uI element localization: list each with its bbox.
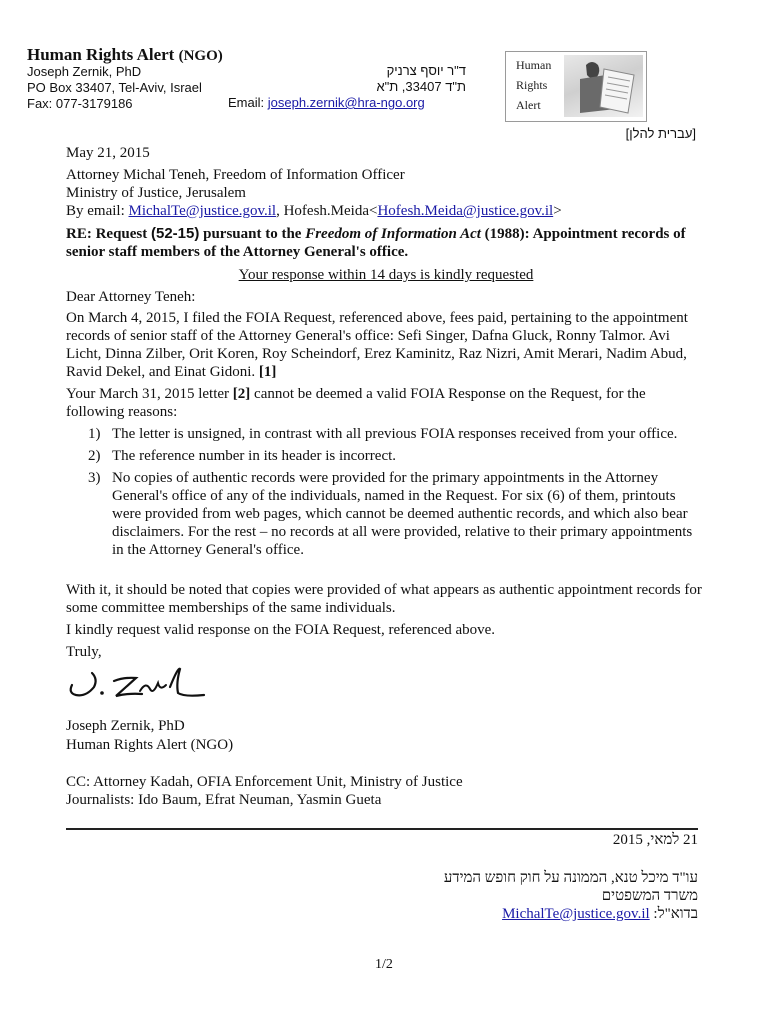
hebrew-below-note: [עברית להלן] (625, 126, 696, 141)
salutation: Dear Attorney Teneh: (66, 289, 196, 305)
reference-1: [1] (258, 364, 277, 380)
header-person: Joseph Zernik, PhD (27, 64, 142, 79)
signature-org: Human Rights Alert (NGO) (66, 737, 234, 753)
letter-date: May 21, 2015 (66, 145, 150, 161)
re-rest: Appointment records of senior staff members of the Attorney General's office. (66, 226, 686, 260)
paragraph-2-start: Your March 31, 2015 letter (66, 386, 233, 402)
paragraph-4: I kindly request valid response on the FOIA Request, referenced above. (66, 622, 496, 638)
paragraph-1-text: On March 4, 2015, I filed the FOIA Request, referenced above, fees paid, pertaining to the appointment records of senior staff of the Attorney General's office: Sefi Singer, Dafna Gluck, Ronny Talmor. Avi Licht, Dinna Zilber, Orit Koren, Roy Scheindorf, Erez Kaminitz, Raz Nizri, Amit Merari, Nadim Abud, Ravid Dekel, and Einat Gidoni. (66, 310, 688, 380)
email-link-hofesh[interactable]: Hofesh.Meida@justice.gov.il (377, 203, 554, 219)
paragraph-2 (66, 385, 706, 421)
reasons-list (66, 425, 698, 563)
list-item (66, 469, 698, 559)
hebrew-org: משרד המשפטים (601, 888, 698, 904)
journalists-line: Journalists: Ido Baum, Efrat Neuman, Yasmin Gueta (66, 792, 382, 808)
list-item (66, 447, 698, 465)
hebrew-recipient: עו"ד מיכל טנא, הממונה על חוק חופש המידע (443, 870, 698, 886)
logo-figure-image (564, 55, 643, 117)
by-email-label: By email: (66, 203, 129, 219)
email-2-suffix: > (553, 203, 562, 219)
list-item-text: The reference number in its header is incorrect. (112, 448, 397, 464)
re-subject (66, 225, 706, 261)
header-email-label: Email: (228, 95, 268, 110)
header-hebrew-address: ת"ד 33407, ת"א (376, 79, 466, 94)
hebrew-email-line (330, 905, 698, 923)
email-link-michalte[interactable]: MichalTe@justice.gov.il (128, 203, 277, 219)
handwritten-signature (66, 663, 211, 705)
header-email-link[interactable]: joseph.zernik@hra-ngo.org (267, 95, 425, 110)
list-item-number: 2) (88, 448, 101, 464)
recipient-name: Attorney Michal Teneh, Freedom of Information Officer (66, 167, 405, 183)
hebrew-email-label: בדוא"ל: (649, 906, 698, 922)
logo-word-2: Rights (516, 78, 548, 92)
recipient-org: Ministry of Justice, Jerusalem (66, 185, 246, 201)
list-item-number: 3) (88, 470, 101, 486)
paragraph-2-rest: cannot be deemed a valid FOIA Response on the Request, for the following reasons: (66, 386, 646, 420)
re-act-title: Freedom of Information Act (305, 226, 481, 242)
re-prefix: RE: Request (66, 226, 151, 242)
org-suffix: (NGO) (178, 48, 223, 64)
header-hebrew-name: ד"ר יוסף צרניק (386, 63, 466, 78)
closing: Truly, (66, 644, 102, 660)
org-title (27, 45, 223, 65)
hebrew-email-link[interactable]: MichalTe@justice.gov.il (502, 906, 650, 922)
by-email-line (66, 202, 706, 220)
list-item-text: No copies of authentic records were provided for the primary appointments in the Attorney General's office of any of the individuals, named in the Request. For six (6) of them, printouts were provided from web pages, which cannot be deemed authentic records, and which also bear disclaimers. For the rest – no records at all were provided, relative to their primary appointments in the Attorney General's office. (112, 470, 693, 558)
signature-name: Joseph Zernik, PhD (66, 718, 185, 734)
logo-word-3: Alert (516, 98, 541, 112)
list-item (66, 425, 698, 443)
list-item-text: The letter is unsigned, in contrast with all previous FOIA responses received from your office. (112, 426, 678, 442)
re-mid: pursuant to the (199, 226, 306, 242)
page-number: 1/2 (375, 957, 393, 972)
paragraph-3: With it, it should be noted that copies were provided of what appears as authentic appointment records for some committee memberships of the same individuals. (66, 582, 702, 616)
cc-line: CC: Attorney Kadah, OFIA Enforcement Unit, Ministry of Justice (66, 774, 463, 790)
re-number: (52-15) (151, 225, 200, 242)
logo-word-1: Human (516, 58, 552, 72)
header-email-line (228, 95, 425, 110)
paragraph-1 (66, 309, 706, 381)
header-fax: Fax: 077-3179186 (27, 96, 133, 111)
reference-2: [2] (232, 386, 251, 402)
org-name: Human Rights Alert (27, 45, 175, 64)
list-item-number: 1) (88, 426, 101, 442)
hebrew-date: 21 למאי, 2015 (612, 832, 698, 848)
re-year: (1988): (480, 226, 533, 242)
email-2-prefix: , Hofesh.Meida< (276, 203, 378, 219)
response-request: Your response within 14 days is kindly requested (238, 267, 534, 283)
section-divider (66, 828, 698, 830)
org-logo (505, 51, 647, 122)
header-address: PO Box 33407, Tel-Aviv, Israel (27, 80, 202, 95)
